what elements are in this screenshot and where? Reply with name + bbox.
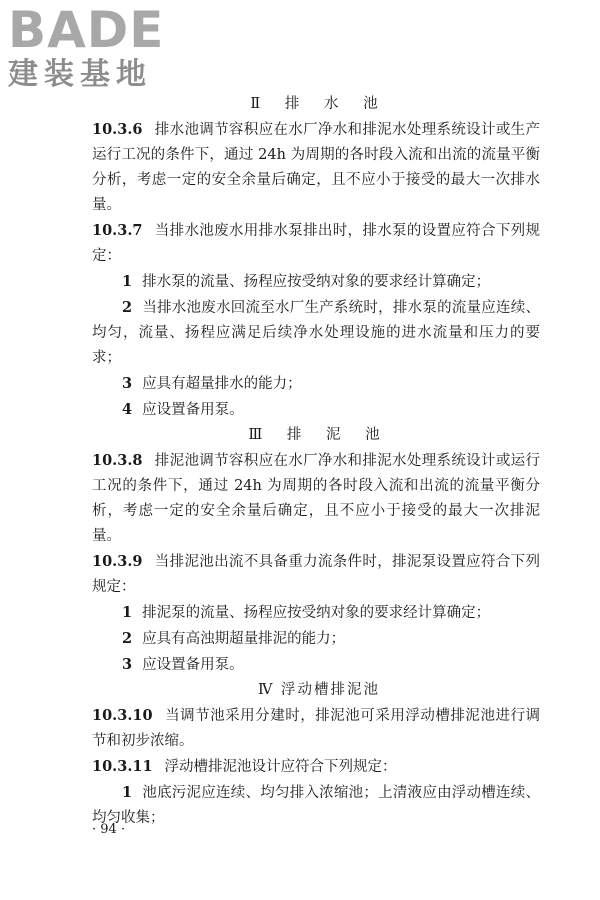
clause-paragraph [92, 117, 540, 218]
clause-text: 排泥池调节容积应在水厂净水和排泥水处理系统设计或运行工况的条件下，通过 24h 为周期的各时段入流和出流的流量平衡分析，考虑一定的安全余量后确定，且不应小于接受的最大一次排泥量。 [92, 453, 540, 544]
clause-paragraph [92, 218, 540, 269]
clause-text: 浮动槽排泥池设计应符合下列规定： [164, 759, 397, 775]
clause-text: 当调节池采用分建时，排泥池可采用浮动槽排泥池进行调节和初步浓缩。 [92, 708, 540, 749]
item-text: 排水泵的流量、扬程应按受纳对象的要求经计算确定； [142, 274, 491, 290]
clause-number: 10.3.10 [92, 707, 153, 724]
list-item [92, 652, 540, 678]
clause-paragraph [92, 448, 540, 549]
item-number: 1 [122, 273, 133, 290]
item-number: 4 [122, 401, 133, 418]
item-number: 2 [122, 630, 133, 647]
logo-watermark [8, 1, 165, 92]
item-text: 应具有高浊期超量排泥的能力； [142, 631, 346, 647]
clause-number: 10.3.6 [92, 121, 143, 138]
logo-subtitle: 建装基地 [8, 57, 152, 92]
clause-text: 排水池调节容积应在水厂净水和排泥水处理系统设计或生产运行工况的条件下，通过 24h 为周期的各时段入流和出流的流量平衡分析，考虑一定的安全余量后确定，且不应小于接受的最大一次排水量。 [92, 122, 540, 213]
list-item [92, 397, 540, 423]
logo-word: BADE [8, 1, 165, 59]
section-heading: Ⅳ 浮动槽排泥池 [257, 682, 381, 698]
item-number: 1 [122, 784, 133, 801]
clause-text: 当排水池废水用排水泵排出时，排水泵的设置应符合下列规定： [92, 223, 540, 264]
list-item [92, 371, 540, 397]
item-number: 3 [122, 656, 133, 673]
document-body [92, 92, 540, 831]
item-number: 3 [122, 375, 133, 392]
clause-number: 10.3.7 [92, 222, 143, 239]
clause-paragraph [92, 703, 540, 754]
item-text: 当排水池废水回流至水厂生产系统时，排水泵的流量应连续、均匀，流量、扬程应满足后续净水处理设施的进水流量和压力的要求； [92, 300, 540, 366]
list-item [92, 780, 540, 831]
clause-number: 10.3.9 [92, 553, 143, 570]
item-text: 应设置备用泵。 [142, 402, 244, 418]
item-number: 2 [122, 299, 133, 316]
item-text: 排泥泵的流量、扬程应按受纳对象的要求经计算确定； [142, 605, 491, 621]
list-item [92, 295, 540, 371]
clause-number: 10.3.11 [92, 758, 153, 775]
clause-text: 当排泥池出流不具备重力流条件时，排泥泵设置应符合下列规定： [92, 554, 540, 595]
list-item [92, 269, 540, 295]
page-number: · 94 · [92, 822, 126, 837]
list-item [92, 600, 540, 626]
clause-paragraph [92, 549, 540, 600]
section-heading: Ⅱ 排 水 池 [250, 96, 388, 112]
item-text: 应设置备用泵。 [142, 657, 244, 673]
item-text: 池底污泥应连续、均匀排入浓缩池；上清液应由浮动槽连续、均匀收集； [92, 785, 540, 826]
item-text: 应具有超量排水的能力； [142, 376, 302, 392]
clause-paragraph [92, 754, 540, 780]
section-heading: Ⅲ 排 泥 池 [248, 427, 390, 443]
list-item [92, 626, 540, 652]
item-number: 1 [122, 604, 133, 621]
clause-number: 10.3.8 [92, 452, 143, 469]
